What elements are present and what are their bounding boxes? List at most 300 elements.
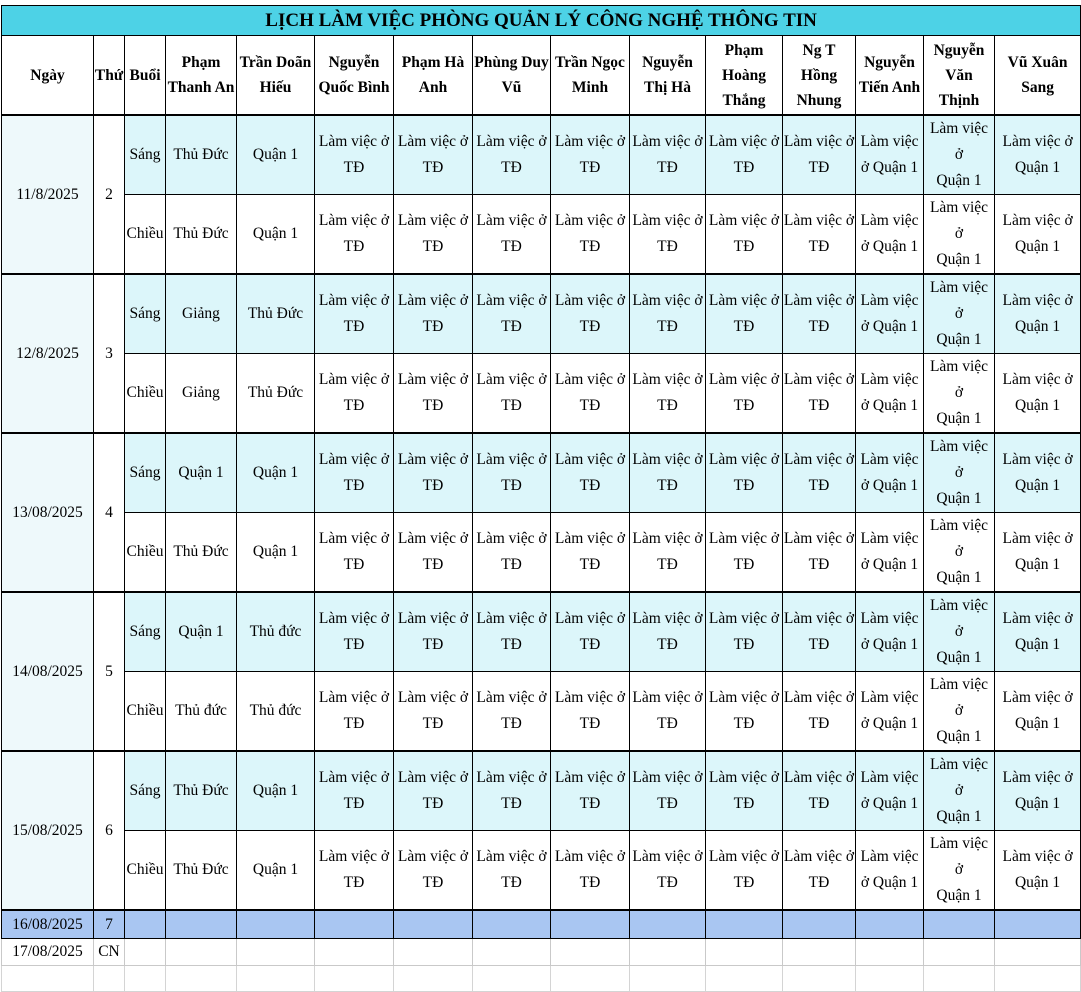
header-person-line: Hoàng: [722, 66, 766, 84]
empty-cell[interactable]: [995, 939, 1081, 966]
cell-thanh-an[interactable]: Quận 1: [166, 433, 237, 513]
cell-text-line: Làm việc ở: [1002, 133, 1073, 150]
cell-work-q1[interactable]: [924, 672, 995, 752]
weekday-cell[interactable]: 5: [94, 592, 125, 751]
cell-text-line: Làm việc: [860, 451, 919, 468]
cell-work-td[interactable]: [394, 592, 473, 672]
cell-work-td[interactable]: [394, 433, 473, 513]
cell-work-td[interactable]: [315, 831, 394, 911]
empty-cell[interactable]: [237, 966, 315, 992]
cell-text-line: ở Quận 1: [860, 159, 919, 176]
empty-cell[interactable]: [856, 939, 924, 966]
empty-cell[interactable]: [783, 939, 856, 966]
cell-work-td[interactable]: [630, 274, 706, 354]
cell-text-line: Làm việc: [860, 371, 919, 388]
cell-text-line: TĐ: [501, 636, 522, 653]
cell-work-q1[interactable]: [995, 274, 1081, 354]
cell-work-td[interactable]: [783, 354, 856, 434]
cell-text-line: TĐ: [579, 477, 601, 494]
cell-work-td[interactable]: [783, 831, 856, 911]
cell-work-td[interactable]: [473, 513, 551, 593]
cell-work-q1[interactable]: [924, 513, 995, 593]
cell-work-q1[interactable]: [995, 195, 1081, 275]
cell-text-line: ở Quận 1: [860, 318, 919, 335]
cell-text-line: Làm việc ở: [708, 133, 780, 150]
empty-cell[interactable]: [237, 939, 315, 966]
header-person: [856, 36, 924, 116]
cell-work-td[interactable]: [630, 354, 706, 434]
empty-cell[interactable]: [473, 939, 551, 966]
cell-text-line: Làm việc ở: [708, 530, 780, 547]
cell-text-line: Làm việc ở: [929, 120, 989, 163]
cell-work-td[interactable]: [394, 672, 473, 752]
weekday-cell[interactable]: 7: [94, 910, 125, 939]
cell-work-q1[interactable]: [856, 274, 924, 354]
cell-work-td[interactable]: [706, 831, 783, 911]
cell-work-td[interactable]: [551, 592, 630, 672]
cell-thanh-an[interactable]: Thủ Đức: [166, 513, 237, 593]
empty-cell[interactable]: [706, 939, 783, 966]
cell-work-td[interactable]: [706, 672, 783, 752]
cell-work-q1[interactable]: [995, 751, 1081, 831]
cell-text-line: Quận 1: [936, 887, 982, 904]
cell-work-td[interactable]: [706, 195, 783, 275]
cell-thanh-an[interactable]: Quận 1: [166, 592, 237, 672]
cell-thanh-an[interactable]: Thủ Đức: [166, 751, 237, 831]
cell-text-line: Làm việc ở: [554, 371, 626, 388]
cell-text-line: Làm việc ở: [476, 689, 547, 706]
cell-text-line: TĐ: [808, 556, 830, 573]
cell-work-td[interactable]: [630, 592, 706, 672]
cell-work-td[interactable]: [706, 513, 783, 593]
cell-work-td[interactable]: [473, 195, 551, 275]
cell-work-td[interactable]: [473, 115, 551, 195]
cell-text-line: Làm việc ở: [632, 451, 703, 468]
cell-work-q1[interactable]: [856, 672, 924, 752]
empty-cell[interactable]: [706, 910, 783, 939]
cell-text-line: Làm việc ở: [318, 212, 390, 229]
cell-work-td[interactable]: [394, 115, 473, 195]
cell-work-td[interactable]: [706, 115, 783, 195]
cell-text-line: Làm việc ở: [318, 689, 390, 706]
cell-text-line: Quận 1: [1014, 636, 1061, 653]
empty-cell[interactable]: [995, 910, 1081, 939]
cell-work-td[interactable]: [783, 195, 856, 275]
cell-work-td[interactable]: [630, 831, 706, 911]
cell-text-line: TĐ: [579, 556, 601, 573]
header-person: [473, 36, 551, 116]
cell-work-td[interactable]: [551, 751, 630, 831]
cell-text-line: TĐ: [579, 159, 601, 176]
cell-work-q1[interactable]: [995, 513, 1081, 593]
cell-text-line: Quận 1: [936, 331, 982, 348]
empty-cell[interactable]: [125, 910, 166, 939]
session-cell[interactable]: Sáng: [125, 433, 166, 513]
empty-cell[interactable]: [315, 910, 394, 939]
cell-text-line: Làm việc: [860, 292, 919, 309]
cell-work-td[interactable]: [551, 354, 630, 434]
cell-work-td[interactable]: [551, 672, 630, 752]
cell-work-td[interactable]: [783, 751, 856, 831]
cell-work-td[interactable]: [551, 195, 630, 275]
cell-text-line: Làm việc ở: [929, 597, 989, 640]
cell-work-td[interactable]: [551, 513, 630, 593]
cell-work-q1[interactable]: [995, 433, 1081, 513]
header-person-line: Nguyễn: [328, 54, 380, 71]
empty-cell[interactable]: [237, 910, 315, 939]
cell-text-line: Quận 1: [936, 410, 982, 427]
cell-work-q1[interactable]: [856, 354, 924, 434]
weekend-row: [2, 910, 1081, 939]
header-person-line: Trần Doãn: [239, 54, 312, 71]
cell-text-line: TĐ: [808, 318, 830, 335]
cell-work-q1[interactable]: [924, 831, 995, 911]
cell-text-line: ở Quận 1: [860, 477, 919, 494]
cell-work-q1[interactable]: [995, 831, 1081, 911]
cell-work-td[interactable]: [783, 274, 856, 354]
header-person-line: Anh: [418, 79, 448, 96]
cell-work-q1[interactable]: [924, 592, 995, 672]
date-cell[interactable]: 17/08/2025: [2, 939, 94, 966]
cell-work-q1[interactable]: [924, 274, 995, 354]
empty-cell[interactable]: [125, 939, 166, 966]
weekday-cell[interactable]: 6: [94, 751, 125, 910]
cell-text-line: TĐ: [422, 715, 444, 732]
cell-text-line: ở Quận 1: [860, 795, 919, 812]
header-person-line: Tiến Anh: [858, 79, 921, 96]
cell-text-line: TĐ: [343, 159, 365, 176]
weekday-cell[interactable]: 2: [94, 115, 125, 274]
empty-cell[interactable]: [924, 966, 995, 992]
cell-text-line: Làm việc ở: [632, 610, 703, 627]
header-person: [995, 36, 1081, 116]
cell-work-q1[interactable]: [995, 354, 1081, 434]
cell-text-line: Làm việc ở: [708, 451, 780, 468]
cell-thanh-an[interactable]: Thủ Đức: [166, 195, 237, 275]
cell-doan-hieu[interactable]: Thủ Đức: [237, 274, 315, 354]
cell-text-line: Làm việc ở: [783, 530, 855, 547]
cell-text-line: Làm việc ở: [929, 358, 989, 401]
cell-text-line: TĐ: [501, 238, 522, 255]
cell-text-line: Làm việc ở: [783, 133, 855, 150]
cell-text-line: Quận 1: [1014, 795, 1061, 812]
cell-work-td[interactable]: [706, 274, 783, 354]
header-person-line: Sang: [1021, 79, 1054, 96]
cell-work-td[interactable]: [315, 592, 394, 672]
cell-text-line: Làm việc ở: [1002, 451, 1073, 468]
cell-text-line: TĐ: [422, 477, 444, 494]
cell-text-line: TĐ: [808, 397, 830, 414]
weekday-cell[interactable]: 3: [94, 274, 125, 433]
empty-cell[interactable]: [551, 910, 630, 939]
session-cell[interactable]: Sáng: [125, 592, 166, 672]
cell-work-td[interactable]: [630, 195, 706, 275]
cell-doan-hieu[interactable]: Quận 1: [237, 195, 315, 275]
cell-work-td[interactable]: [473, 672, 551, 752]
empty-cell[interactable]: [856, 966, 924, 992]
empty-cell[interactable]: [995, 966, 1081, 992]
cell-work-td[interactable]: [473, 433, 551, 513]
empty-cell[interactable]: [924, 939, 995, 966]
cell-text-line: Làm việc ở: [397, 292, 469, 309]
cell-text-line: TĐ: [657, 318, 678, 335]
header-person-line: Hiếu: [259, 79, 292, 96]
date-cell[interactable]: 15/08/2025: [2, 751, 94, 910]
cell-thanh-an[interactable]: Thủ Đức: [166, 115, 237, 195]
header-person-line: Ng T: [802, 41, 836, 59]
cell-work-q1[interactable]: [924, 354, 995, 434]
cell-text-line: TĐ: [422, 318, 444, 335]
cell-text-line: TĐ: [343, 318, 365, 335]
header-buoi: Buổi: [125, 36, 166, 116]
cell-text-line: TĐ: [343, 715, 365, 732]
cell-work-td[interactable]: [394, 354, 473, 434]
cell-work-q1[interactable]: [856, 751, 924, 831]
table-row: [2, 195, 1081, 275]
cell-work-q1[interactable]: [924, 433, 995, 513]
cell-work-q1[interactable]: [856, 195, 924, 275]
weekend-row: [2, 939, 1081, 966]
cell-text-line: Làm việc ở: [476, 133, 547, 150]
cell-work-q1[interactable]: [995, 672, 1081, 752]
cell-text-line: ở Quận 1: [860, 556, 919, 573]
date-cell[interactable]: 14/08/2025: [2, 592, 94, 751]
cell-text-line: TĐ: [343, 795, 365, 812]
cell-thanh-an[interactable]: Thủ đức: [166, 672, 237, 752]
cell-work-td[interactable]: [473, 751, 551, 831]
cell-work-q1[interactable]: [924, 751, 995, 831]
cell-text-line: Làm việc ở: [632, 769, 703, 786]
table-row: [2, 592, 1081, 672]
cell-work-td[interactable]: [473, 592, 551, 672]
session-cell[interactable]: Chiều: [125, 354, 166, 434]
empty-cell[interactable]: [315, 939, 394, 966]
cell-work-td[interactable]: [706, 592, 783, 672]
cell-work-q1[interactable]: [924, 195, 995, 275]
cell-text-line: Làm việc ở: [708, 769, 780, 786]
cell-doan-hieu[interactable]: Thủ đức: [237, 592, 315, 672]
cell-text-line: ở Quận 1: [860, 397, 919, 414]
cell-work-td[interactable]: [473, 274, 551, 354]
session-cell[interactable]: Chiều: [125, 831, 166, 911]
table-row: [2, 354, 1081, 434]
session-cell[interactable]: Chiều: [125, 672, 166, 752]
cell-text-line: Làm việc ở: [708, 689, 780, 706]
empty-cell[interactable]: [394, 966, 473, 992]
cell-work-td[interactable]: [783, 433, 856, 513]
cell-text-line: Làm việc ở: [708, 371, 780, 388]
cell-text-line: TĐ: [808, 715, 830, 732]
cell-text-line: TĐ: [422, 397, 444, 414]
cell-text-line: TĐ: [657, 238, 678, 255]
session-cell[interactable]: Chiều: [125, 195, 166, 275]
cell-thanh-an[interactable]: Giảng: [166, 274, 237, 354]
cell-work-q1[interactable]: [856, 592, 924, 672]
cell-text-line: Làm việc ở: [554, 530, 626, 547]
empty-cell[interactable]: [394, 910, 473, 939]
cell-text-line: Làm việc ở: [318, 530, 390, 547]
session-cell[interactable]: Sáng: [125, 751, 166, 831]
cell-text-line: Làm việc ở: [476, 769, 547, 786]
cell-work-td[interactable]: [315, 115, 394, 195]
cell-work-td[interactable]: [315, 274, 394, 354]
cell-work-q1[interactable]: [856, 831, 924, 911]
cell-text-line: Làm việc: [860, 848, 919, 865]
header-person-line: Thắng: [722, 91, 766, 109]
cell-text-line: TĐ: [501, 397, 522, 414]
cell-work-td[interactable]: [315, 433, 394, 513]
cell-doan-hieu[interactable]: Quận 1: [237, 433, 315, 513]
date-cell[interactable]: 11/8/2025: [2, 115, 94, 274]
cell-doan-hieu[interactable]: Quận 1: [237, 513, 315, 593]
weekday-cell[interactable]: 4: [94, 433, 125, 592]
header-person-line: Trần Ngọc: [555, 54, 625, 71]
header-person-line: Nguyễn: [864, 54, 915, 71]
empty-cell[interactable]: [630, 939, 706, 966]
cell-work-td[interactable]: [630, 115, 706, 195]
empty-cell[interactable]: [166, 910, 237, 939]
schedule-table: [1, 5, 1081, 992]
cell-work-td[interactable]: [473, 831, 551, 911]
cell-doan-hieu[interactable]: Quận 1: [237, 751, 315, 831]
empty-cell[interactable]: [166, 966, 237, 992]
cell-work-q1[interactable]: [856, 513, 924, 593]
empty-cell[interactable]: [924, 910, 995, 939]
header-person-line: Hồng: [800, 66, 838, 84]
cell-text-line: TĐ: [422, 159, 444, 176]
cell-work-td[interactable]: [783, 592, 856, 672]
cell-text-line: Quận 1: [936, 649, 982, 666]
empty-cell[interactable]: [2, 966, 94, 992]
cell-doan-hieu[interactable]: Quận 1: [237, 115, 315, 195]
cell-work-td[interactable]: [706, 751, 783, 831]
empty-cell[interactable]: [630, 966, 706, 992]
empty-cell[interactable]: [125, 966, 166, 992]
empty-cell[interactable]: [551, 939, 630, 966]
empty-cell[interactable]: [551, 966, 630, 992]
cell-text-line: TĐ: [579, 238, 601, 255]
cell-thanh-an[interactable]: Giảng: [166, 354, 237, 434]
cell-text-line: Làm việc ở: [783, 689, 855, 706]
empty-cell[interactable]: [166, 939, 237, 966]
cell-work-td[interactable]: [783, 513, 856, 593]
cell-text-line: TĐ: [733, 159, 755, 176]
empty-cell[interactable]: [856, 910, 924, 939]
cell-work-td[interactable]: [315, 751, 394, 831]
cell-text-line: Làm việc ở: [318, 371, 390, 388]
session-cell[interactable]: Sáng: [125, 274, 166, 354]
cell-work-q1[interactable]: [856, 433, 924, 513]
cell-work-td[interactable]: [394, 831, 473, 911]
cell-text-line: Quận 1: [1014, 159, 1061, 176]
cell-work-q1[interactable]: [995, 592, 1081, 672]
cell-text-line: TĐ: [501, 874, 522, 891]
cell-work-td[interactable]: [630, 672, 706, 752]
cell-work-td[interactable]: [394, 274, 473, 354]
cell-work-td[interactable]: [315, 513, 394, 593]
cell-work-q1[interactable]: [856, 115, 924, 195]
empty-cell[interactable]: [783, 966, 856, 992]
cell-work-td[interactable]: [630, 513, 706, 593]
cell-text-line: Làm việc ở: [929, 199, 989, 242]
cell-text-line: Làm việc ở: [397, 530, 469, 547]
header-person: [630, 36, 706, 116]
cell-work-td[interactable]: [551, 433, 630, 513]
empty-cell[interactable]: [473, 910, 551, 939]
cell-text-line: TĐ: [579, 874, 601, 891]
table-row: [2, 433, 1081, 513]
date-cell[interactable]: 13/08/2025: [2, 433, 94, 592]
table-row: [2, 672, 1081, 752]
cell-text-line: Làm việc ở: [632, 133, 703, 150]
cell-work-q1[interactable]: [924, 115, 995, 195]
empty-cell[interactable]: [315, 966, 394, 992]
cell-work-td[interactable]: [706, 354, 783, 434]
cell-work-td[interactable]: [315, 354, 394, 434]
cell-text-line: Làm việc ở: [783, 769, 855, 786]
cell-text-line: TĐ: [733, 795, 755, 812]
cell-thanh-an[interactable]: Thủ Đức: [166, 831, 237, 911]
cell-text-line: Làm việc ở: [318, 451, 390, 468]
cell-text-line: TĐ: [343, 397, 365, 414]
cell-work-td[interactable]: [551, 831, 630, 911]
cell-work-td[interactable]: [315, 195, 394, 275]
cell-work-td[interactable]: [394, 513, 473, 593]
empty-cell[interactable]: [630, 910, 706, 939]
empty-cell[interactable]: [783, 910, 856, 939]
cell-work-q1[interactable]: [995, 115, 1081, 195]
cell-text-line: TĐ: [501, 556, 522, 573]
cell-text-line: Làm việc ở: [632, 292, 703, 309]
cell-doan-hieu[interactable]: Thủ Đức: [237, 354, 315, 434]
cell-doan-hieu[interactable]: Thủ đức: [237, 672, 315, 752]
cell-text-line: Làm việc ở: [929, 438, 989, 481]
cell-text-line: Làm việc ở: [554, 848, 626, 865]
header-person-line: Minh: [571, 79, 609, 96]
empty-cell[interactable]: [473, 966, 551, 992]
cell-text-line: Làm việc ở: [929, 835, 989, 878]
cell-text-line: Làm việc ở: [397, 451, 469, 468]
cell-work-td[interactable]: [783, 115, 856, 195]
empty-cell[interactable]: [94, 966, 125, 992]
session-cell[interactable]: Chiều: [125, 513, 166, 593]
cell-work-td[interactable]: [783, 672, 856, 752]
date-cell[interactable]: 12/8/2025: [2, 274, 94, 433]
cell-work-td[interactable]: [473, 354, 551, 434]
session-cell[interactable]: Sáng: [125, 115, 166, 195]
weekday-cell[interactable]: CN: [94, 939, 125, 966]
cell-work-td[interactable]: [551, 115, 630, 195]
cell-text-line: TĐ: [733, 556, 755, 573]
cell-work-td[interactable]: [630, 433, 706, 513]
cell-work-td[interactable]: [706, 433, 783, 513]
cell-work-td[interactable]: [630, 751, 706, 831]
cell-work-td[interactable]: [394, 751, 473, 831]
cell-doan-hieu[interactable]: Quận 1: [237, 831, 315, 911]
cell-text-line: ở Quận 1: [860, 874, 919, 891]
cell-text-line: TĐ: [422, 636, 444, 653]
cell-text-line: Làm việc ở: [554, 610, 626, 627]
cell-work-td[interactable]: [551, 274, 630, 354]
cell-text-line: TĐ: [579, 795, 601, 812]
cell-work-td[interactable]: [394, 195, 473, 275]
cell-text-line: TĐ: [579, 318, 601, 335]
empty-cell[interactable]: [706, 966, 783, 992]
date-cell[interactable]: 16/08/2025: [2, 910, 94, 939]
cell-work-td[interactable]: [315, 672, 394, 752]
empty-cell[interactable]: [394, 939, 473, 966]
cell-text-line: TĐ: [657, 636, 678, 653]
